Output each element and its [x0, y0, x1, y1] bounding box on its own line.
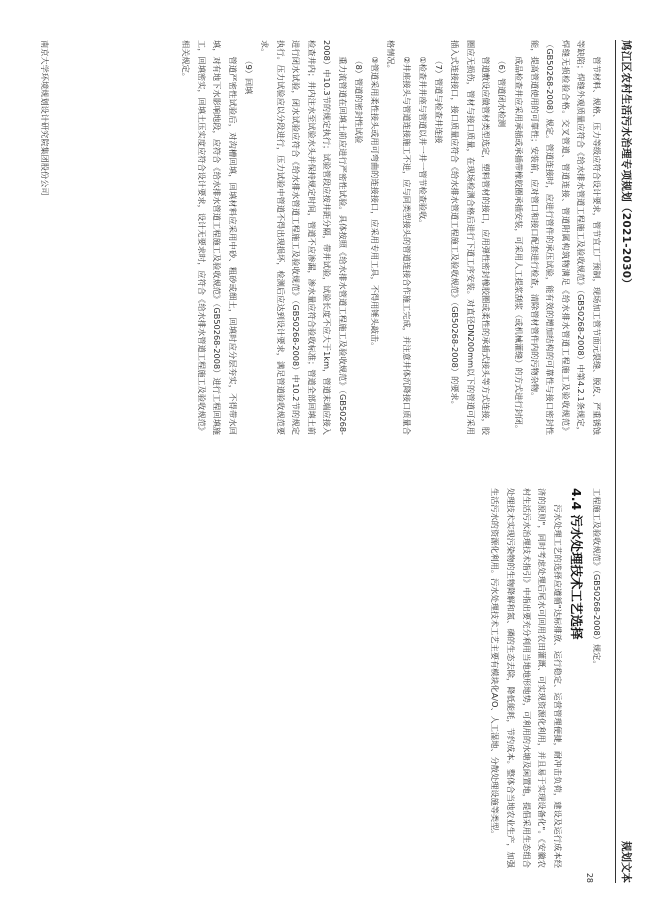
list-item: ③管道采用柔性接头或用可弯曲的连接接口，应采用专用工具，不得用锤头敲击。: [370, 56, 381, 351]
paragraph: 管道严密性试验后，对沟槽回填，回填材料应采用中砂、粗砂或细土，回填时应分层夯实，不得带水回填，对有地下水影响地段，应符合《给水排水管道工程施工及验收规范》（GB50268-2008）进行工程回填施工，回填密实，回填土压实度应符合设计要求，设计无要求时，应符合《给水排水管道工程施工及验收规范》相关规定。: [181, 40, 238, 435]
subheading: （6）管道闭水检测: [497, 56, 508, 128]
paragraph: 重力流管道在回填土前应进行严密性试验。具体按照《给水排水管道工程施工及验收规范》（GB50268-2008）中10.3节的规定执行；试验管段应按井距分隔，带井试验，试验长度不应大于1km，管道末端应接入检查井内；井内注水至试验水头并保持规定时间，管道不应渗漏，渗水量应符合验收标准；管道全部回填土前进行闭水试验，闭水试验应符合《给水排水管道工程施工及验收规范》（GB50268-2008）中10.2节的规定执行。压力试验应以分段进行，压力试验中管道不得出现损坏，检测后应达到设计要求，满足管道验收规范要求。: [260, 40, 348, 435]
paragraph: 管节材料、规格、压力等级应符合设计要求，管节宜工厂预制，现场加工管节面元裂缝、脱皮、严重锈蚀等缺陷；焊缝外观质量应符合《给水排水管道工程施工及验收规范》（GB50268-2008）中第4.2.1条规定，焊缝无损检验合格。交叉管道、管道连接、管道附属构筑物满足《给水排水管道工程施工及验收规范》（GB50268-2008）规定。管道连接时，应进行管件的承压试验，能有效的增加结构的可靠性与接口密封性能，提高管道使用的可靠性；安装前，应对管口和接口配套进行检查，清除管材管件内的污物杂物。: [529, 40, 602, 435]
page-header: [615, 40, 636, 883]
subheading: （8）管道的密封性试验: [354, 56, 365, 144]
header-doc-type: 规划文本: [620, 841, 632, 883]
subheading: （9）回填: [243, 56, 254, 95]
list-item: ①检查井井座与管道以井一井一管节检查验收。: [417, 56, 428, 228]
paragraph: 污水处理工艺的选择应遵循"达标排放、运行稳定、运营管理便捷，耐冲击负荷，建设及运行成本经济的原则"，同时考虑处理后尾水可回用农田灌溉、可实现资源化利用，并且易于实现设备化"。《安徽农村生活污水治理技术指引》中指出要充分利用当地地形地势，可利用的水塘及闲置地，提倡采用生态组合处理技术实现污染物的生物降解和氮、磷的生态去除，降低能耗，节约成本。整体合当地农业生产，加强生活污水的资源化利用。污水处理技术工艺主要有模块化A/O、人工湿地、分散处理设施等类型。: [490, 488, 563, 868]
left-column: [177, 40, 604, 435]
paragraph: 成品检查井应采用承插或承插带橡胶圈承插安装，可采用人工提浆刮浆（或机械灌缝）的方式进行封闭。: [513, 56, 524, 434]
paragraph: 管道敷设应做管材类型选定，塑料管材的接口，应用弹性密封橡胶圈或柔性的承插式接头等方式连接，胶圈应无损伤，管材与接口质量，在现场检测合格后进行下道工序安装。对直径DN200mm以下的管道可采用插入式连接接口，接口质量应符合《给水排水管道工程施工及验收规范》（GB50268-2008）的要求。: [450, 40, 492, 435]
footer-institution: 南京大学环境规划设计研究院集团股份公司: [40, 40, 50, 196]
page-number: 28: [585, 872, 594, 883]
section-heading: 4.4 污水处理技术工艺选择: [569, 488, 585, 640]
right-column: [486, 488, 604, 868]
list-item: ②井座接头与管道连接施工不进，应与同类型接头的管道连接合作施工完成，并注意井体沉降接口质量合格情况。: [386, 40, 412, 435]
header-title: 鸠江区农村生活污水治理专项规划（2021-2030）: [620, 40, 632, 290]
continuation-text: 工程施工及验收规范》（GB50268-2008）规定。: [592, 488, 602, 669]
subheading: （7）管道与检查井连接: [434, 56, 445, 144]
